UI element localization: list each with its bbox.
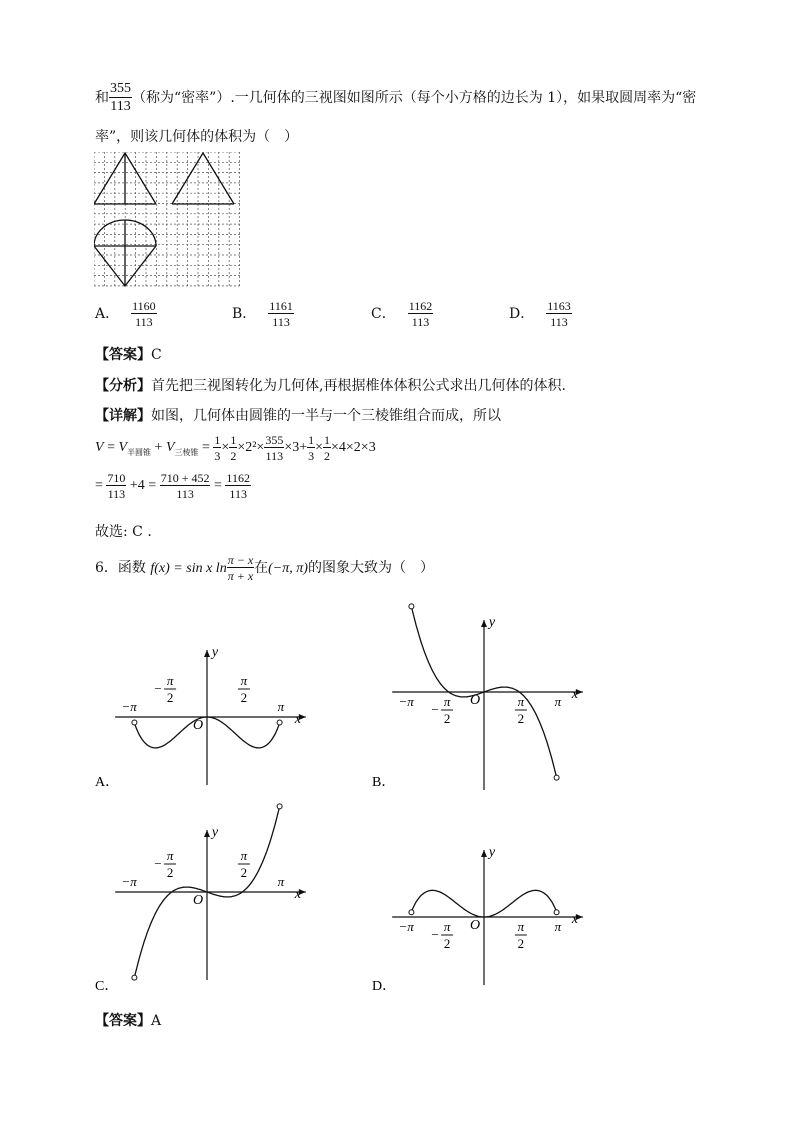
den: 113 [265,449,284,463]
neg-half-pi-label [154,673,176,705]
eq-sign: = [95,478,103,494]
den: 113 [107,487,126,501]
answer-tag: 【答案】 [95,347,151,363]
neg-pi-label: −π [398,919,414,934]
v2-symbol: V [165,440,175,456]
graph-option-label: C． [95,979,119,994]
pi-label: π [443,694,451,709]
den: 113 [411,315,430,329]
neg-pi-label: −π [398,694,414,709]
num: 1160 [132,299,156,313]
open-endpoint-left [132,975,137,980]
frac-1-2-b [323,434,331,462]
den: 113 [272,315,290,329]
q6-suffix: 的图象大致为（ ） [307,560,434,576]
y-arrow [481,850,487,857]
y-label: y [488,845,496,860]
intro-prefix: 和 [95,90,109,106]
option-letter: C． [371,306,396,322]
num: 1162 [226,471,250,485]
q5-options [95,300,695,340]
num: 1 [308,433,315,447]
open-endpoint-right [277,720,282,725]
v-symbol: V [95,440,104,456]
open-endpoint-left [409,910,414,915]
option-fraction [131,300,157,328]
answer-value: C [151,347,162,363]
frac-710-113 [106,472,126,500]
pi-label: π [240,848,248,863]
x-label: x [294,887,301,902]
open-endpoint-right [554,775,559,780]
den: 3 [214,449,221,463]
side-view [172,153,234,204]
num: 1 [214,433,221,447]
formula-line1 [95,434,376,462]
x-label: x [571,687,578,702]
frac-result [225,472,251,500]
pi-label: π [166,848,174,863]
times-3: ×3+ [284,440,308,456]
pi-label: π [443,919,451,934]
x-label: x [571,912,578,927]
num: π − x [227,553,254,567]
num: 710 [107,471,126,485]
q6-stem [95,554,434,582]
v2-sub: 三棱锥 [174,448,199,458]
two-label: 2 [166,865,174,880]
den: 113 [229,487,247,501]
times-sq: ×2²× [237,440,265,456]
num: 710 + 452 [160,471,210,485]
intro-fraction [109,82,132,114]
num: 1 [230,433,237,447]
two-label: 2 [240,690,248,705]
y-label: y [488,615,496,630]
pi-label: π [166,673,174,688]
pi-label: π [277,874,285,889]
neg-half-pi-label [154,848,176,880]
frac-den: 113 [110,99,131,114]
graph-b [372,604,583,790]
option-fraction [268,300,294,328]
grid [94,152,240,286]
eq-sign: = [107,440,115,456]
analysis-text: 首先把三视图转化为几何体,再根据椎体体积公式求出几何体的体积. [151,378,566,394]
two-label: 2 [517,711,525,726]
detail-tag: 【详解】 [95,408,151,424]
analysis5 [95,375,566,395]
two-label: 2 [166,690,174,705]
minus-label: − [154,681,162,696]
y-label: y [211,645,219,660]
three-view-figure [94,152,246,288]
graph-c [95,804,306,994]
option-fraction [408,300,434,328]
option-1 [95,300,157,328]
graph-option-label: D． [372,979,397,994]
num: 355 [265,433,284,447]
open-endpoint-right [554,910,559,915]
conclusion5: 故选: C . [95,524,152,540]
minus-label: − [431,702,439,717]
two-label: 2 [443,936,451,951]
plus-4: +4 = [129,478,157,494]
graph-option-label: A． [95,775,120,790]
origin-label: O [469,693,481,708]
origin-label: O [192,718,204,733]
top-view [94,220,156,286]
option-letter: A． [95,306,120,322]
answer5 [95,344,162,364]
minus-label: − [154,856,162,871]
den: 2 [230,449,237,463]
den: 113 [135,315,153,329]
option-3 [371,300,433,328]
option-fraction [546,300,572,328]
detail5 [95,405,501,425]
pi-label: π [240,673,248,688]
intro-text: （称为“密率”）.一几何体的三视图如图所示（每个小方格的边长为 1），如果取圆周率为“密 [132,90,697,106]
pi-label: π [554,694,562,709]
pi-label: π [277,699,285,714]
q6-function: f(x) = sin x ln [150,561,227,576]
option-2 [232,300,294,328]
den: 3 [308,449,315,463]
origin-label: O [469,918,481,933]
den: 113 [176,487,194,501]
den: π + x [227,569,254,583]
graph-option-label: B． [372,775,396,790]
q6-prefix: 6．函数 [95,560,146,576]
detail-text: 如图，几何体由圆锥的一半与一个三棱锥组合而成，所以 [151,408,501,424]
frac-sum [160,472,211,500]
option-letter: D． [509,306,535,322]
den: 113 [550,315,568,329]
minus-label: − [431,927,439,942]
option-4 [509,300,572,328]
neg-half-pi-label [431,919,453,951]
y-arrow [204,830,210,837]
plus-sign: + [154,440,163,456]
frac-1-3-b [307,434,315,462]
num: 1161 [269,299,293,313]
q6-fraction [227,554,254,582]
front-view [94,153,156,204]
analysis-tag: 【分析】 [95,378,151,394]
pi-label: π [517,694,525,709]
formula-tail: ×4×2×3 [331,440,376,456]
pi-label: π [517,919,525,934]
y-arrow [481,620,487,627]
neg-pi-label: −π [121,874,137,889]
frac-355-113 [264,434,284,462]
v1-sub: 半圆锥 [127,448,152,458]
two-label: 2 [517,936,525,951]
half-pi-label [238,673,250,705]
q6-mid: 在 [254,560,269,576]
open-endpoint-left [409,604,414,609]
y-arrow [204,650,210,657]
num: 1162 [408,299,433,313]
times-b: × [315,440,324,456]
answer6 [95,1010,161,1030]
half-pi-label [238,848,250,880]
origin-label: O [192,893,204,908]
neg-pi-label: −π [121,699,137,714]
times: × [221,440,230,456]
two-label: 2 [443,711,451,726]
graph-d [372,845,583,994]
frac-num: 355 [110,81,131,96]
q6-interval: (−π, π) [268,561,308,576]
den: 2 [324,449,331,463]
answer-tag: 【答案】 [95,1013,151,1029]
intro-line2: 率”，则该几何体的体积为（ ） [95,129,299,145]
answer-value: A [151,1013,162,1029]
graph-a [95,645,306,790]
graph-options [0,580,794,1000]
y-label: y [211,825,219,840]
half-pi-label [515,919,527,951]
v1-symbol: V [118,440,128,456]
formula-line2 [95,472,251,500]
option-letter: B． [232,306,257,322]
intro-line1 [95,82,696,114]
x-label: x [294,712,301,727]
pi-label: π [554,919,562,934]
num: 1 [324,433,331,447]
two-label: 2 [240,865,248,880]
eq-sign-3: = [213,478,222,494]
neg-half-pi-label [431,694,453,726]
open-endpoint-right [277,804,282,809]
open-endpoint-left [132,720,137,725]
num: 1163 [547,299,571,313]
eq-sign-2: = [202,440,210,456]
half-pi-label [515,694,527,726]
